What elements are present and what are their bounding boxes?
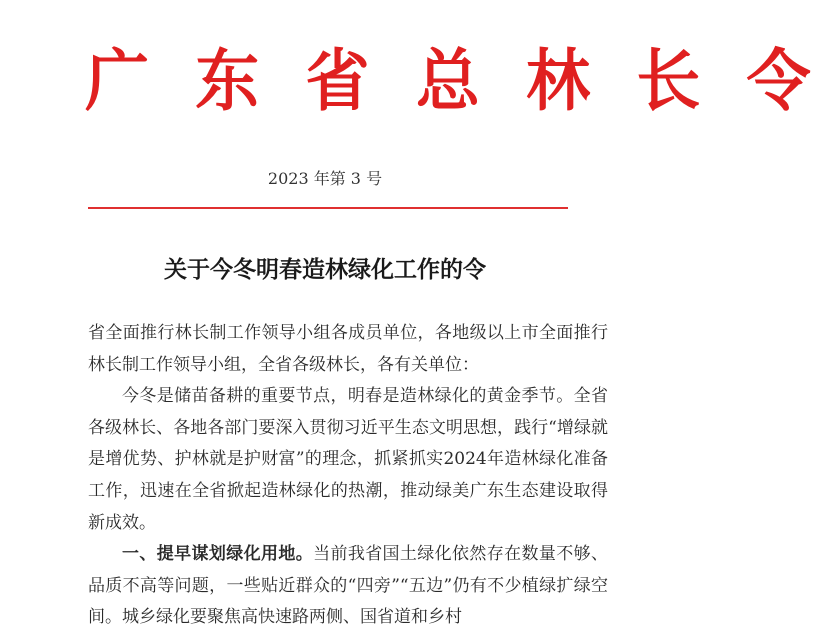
body-paragraph-1: 今冬是储苗备耕的重要节点，明春是造林绿化的黄金季节。全省各级林长、各地各部门要深入贯彻习近平生态文明思想，践行“增绿就是增优势、护林就是护财富”的理念，抓紧抓实2024年造林绿化准备工作，迅速在全省掀起造林绿化的热潮，推动绿美广东生态建设取得新成效。 <box>88 386 608 533</box>
addressee-paragraph: 省全面推行林长制工作领导小组各成员单位，各地级以上市全面推行林长制工作领导小组，全省各级林长，各有关单位： <box>88 323 608 375</box>
section-1-heading: 一、提早谋划绿化用地。 <box>122 544 314 565</box>
document-title: 关于今冬明春造林绿化工作的令 <box>164 256 486 283</box>
document-body <box>88 318 608 634</box>
section-1-text: 当前我省国土绿化依然存在数量不够、品质不高等问题，一些贴近群众的“四旁”“五边”仍有不少植绿扩绿空间。城乡绿化要聚焦高快速路两侧、国省道和乡村 <box>88 544 609 628</box>
document-number: 2023 年第 3 号 <box>267 169 383 188</box>
section-1-paragraph <box>88 539 608 634</box>
masthead-title: 广 东 省 总 林 长 令 <box>85 43 823 121</box>
red-divider-line <box>88 207 568 209</box>
